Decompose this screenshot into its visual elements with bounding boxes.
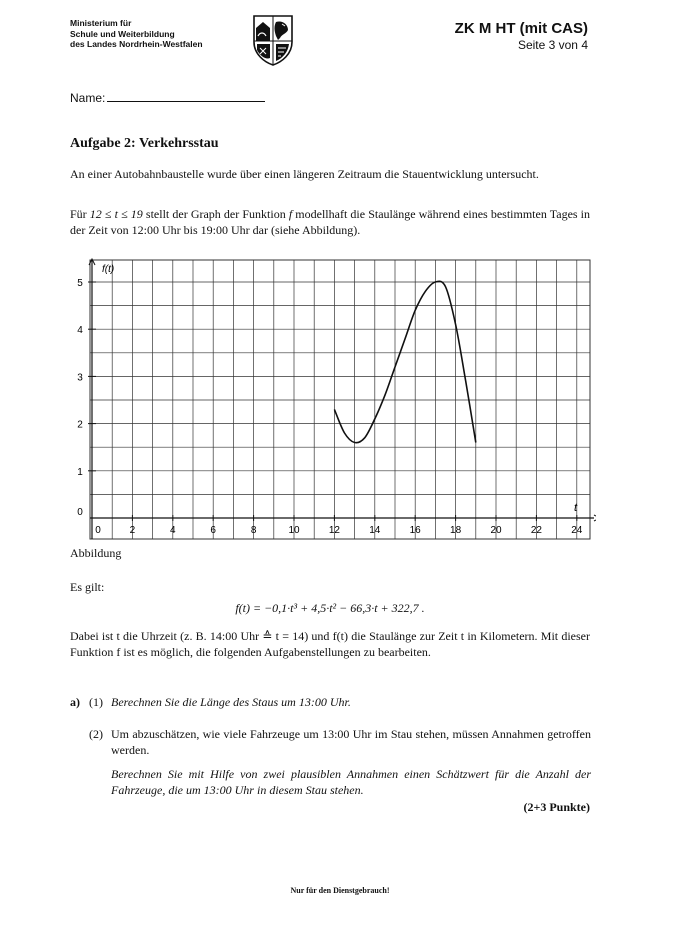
chart-frame	[90, 260, 590, 539]
y-tick-label: 1	[77, 466, 83, 478]
chart-grid	[89, 259, 596, 539]
x-tick-label: 8	[250, 525, 257, 536]
y-tick-label: 2	[77, 419, 83, 431]
domain-text-post: modellhaft die Staulänge während eines bestimmten Tages in der Zeit von 12:00 Uhr bis 19:00 Uhr dar (siehe Abbildung).	[70, 207, 591, 237]
name-label: Name:	[70, 91, 106, 105]
domain-text-pre: Für	[70, 207, 90, 221]
ministry-line-1: Ministerium für	[70, 18, 132, 28]
page-number: Seite 3 von 4	[517, 38, 588, 52]
intro-paragraph: An einer Autobahnbaustelle wurde über einen längeren Zeitraum die Stauentwicklung untersucht.	[70, 167, 539, 181]
y-tick-label: 5	[77, 278, 83, 289]
q2-number: (2)	[89, 727, 103, 741]
name-field[interactable]	[70, 90, 265, 105]
chart-ticks	[77, 278, 583, 536]
nrw-crest-logo	[252, 14, 294, 66]
y-tick-label: 3	[77, 372, 83, 384]
x-tick-label: 18	[450, 525, 462, 536]
x-tick-label: 2	[129, 525, 136, 536]
explanation-paragraph: Dabei ist t die Uhrzeit (z. B. 14:00 Uhr ≙ t = 14) und f(t) die Staulänge zur Zeit t in Kilometern. Mit dieser Funktion f ist es möglich, die folgenden Aufgabenstellungen zu bearbeiten.	[70, 629, 590, 659]
task-title: Aufgabe 2: Verkehrsstau	[70, 136, 219, 151]
x-tick-label: 10	[288, 525, 300, 536]
exam-code: ZK M HT (mit CAS)	[454, 20, 588, 37]
function-symbol: f	[288, 207, 293, 221]
x-tick-label: 6	[210, 525, 216, 536]
ministry-line-3: des Landes Nordrhein-Westfalen	[70, 39, 203, 49]
q1-text: Berechnen Sie die Länge des Staus um 13:00 Uhr.	[111, 695, 351, 709]
x-tick-label: 16	[409, 525, 421, 536]
footer-note: Nur für den Dienstgebrauch!	[290, 886, 390, 895]
ministry-name	[70, 18, 203, 50]
x-tick-label: 20	[490, 525, 502, 536]
y-axis-label: f(t)	[102, 264, 115, 275]
y-tick-label: 0	[77, 507, 83, 518]
x-tick-label: 14	[369, 525, 381, 536]
function-formula: f(t) = −0,1·t³ + 4,5·t² − 66,3·t + 322,7 .	[235, 601, 425, 615]
chart-axis-labels	[102, 264, 578, 514]
figure-caption: Abbildung	[70, 546, 122, 560]
x-axis-label: t	[574, 502, 578, 514]
q2-task: Berechnen Sie mit Hilfe von zwei plausiblen Annahmen einen Schätzwert für die Anzahl der Fahrzeuge, die um 13:00 Uhr in diesem Stau stehen.	[111, 767, 591, 797]
x-tick-label: 0	[95, 525, 101, 536]
exam-header	[455, 20, 588, 52]
points-label: (2+3 Punkte)	[523, 800, 590, 814]
part-a-label: a)	[70, 695, 80, 709]
ministry-line-2: Schule und Weiterbildung	[70, 28, 175, 39]
x-tick-label: 12	[328, 525, 340, 536]
q2-text: Um abzuschätzen, wie viele Fahrzeuge um 13:00 Uhr im Stau stehen, müssen Annahmen getroffen werden.	[111, 727, 591, 757]
x-tick-label: 4	[170, 525, 176, 536]
x-axis-arrow	[594, 515, 596, 521]
x-tick-label: 24	[571, 525, 583, 536]
domain-math: 12 ≤ t ≤ 19	[89, 207, 143, 221]
domain-text-mid: stellt der Graph der Funktion	[142, 207, 289, 221]
x-tick-label: 22	[530, 525, 542, 536]
y-tick-label: 4	[77, 325, 83, 337]
es-gilt-label: Es gilt:	[70, 580, 105, 594]
staulaenge-graph	[68, 252, 596, 546]
q1-number: (1)	[89, 695, 103, 709]
name-blank-line[interactable]	[107, 90, 265, 102]
domain-paragraph	[70, 206, 590, 238]
